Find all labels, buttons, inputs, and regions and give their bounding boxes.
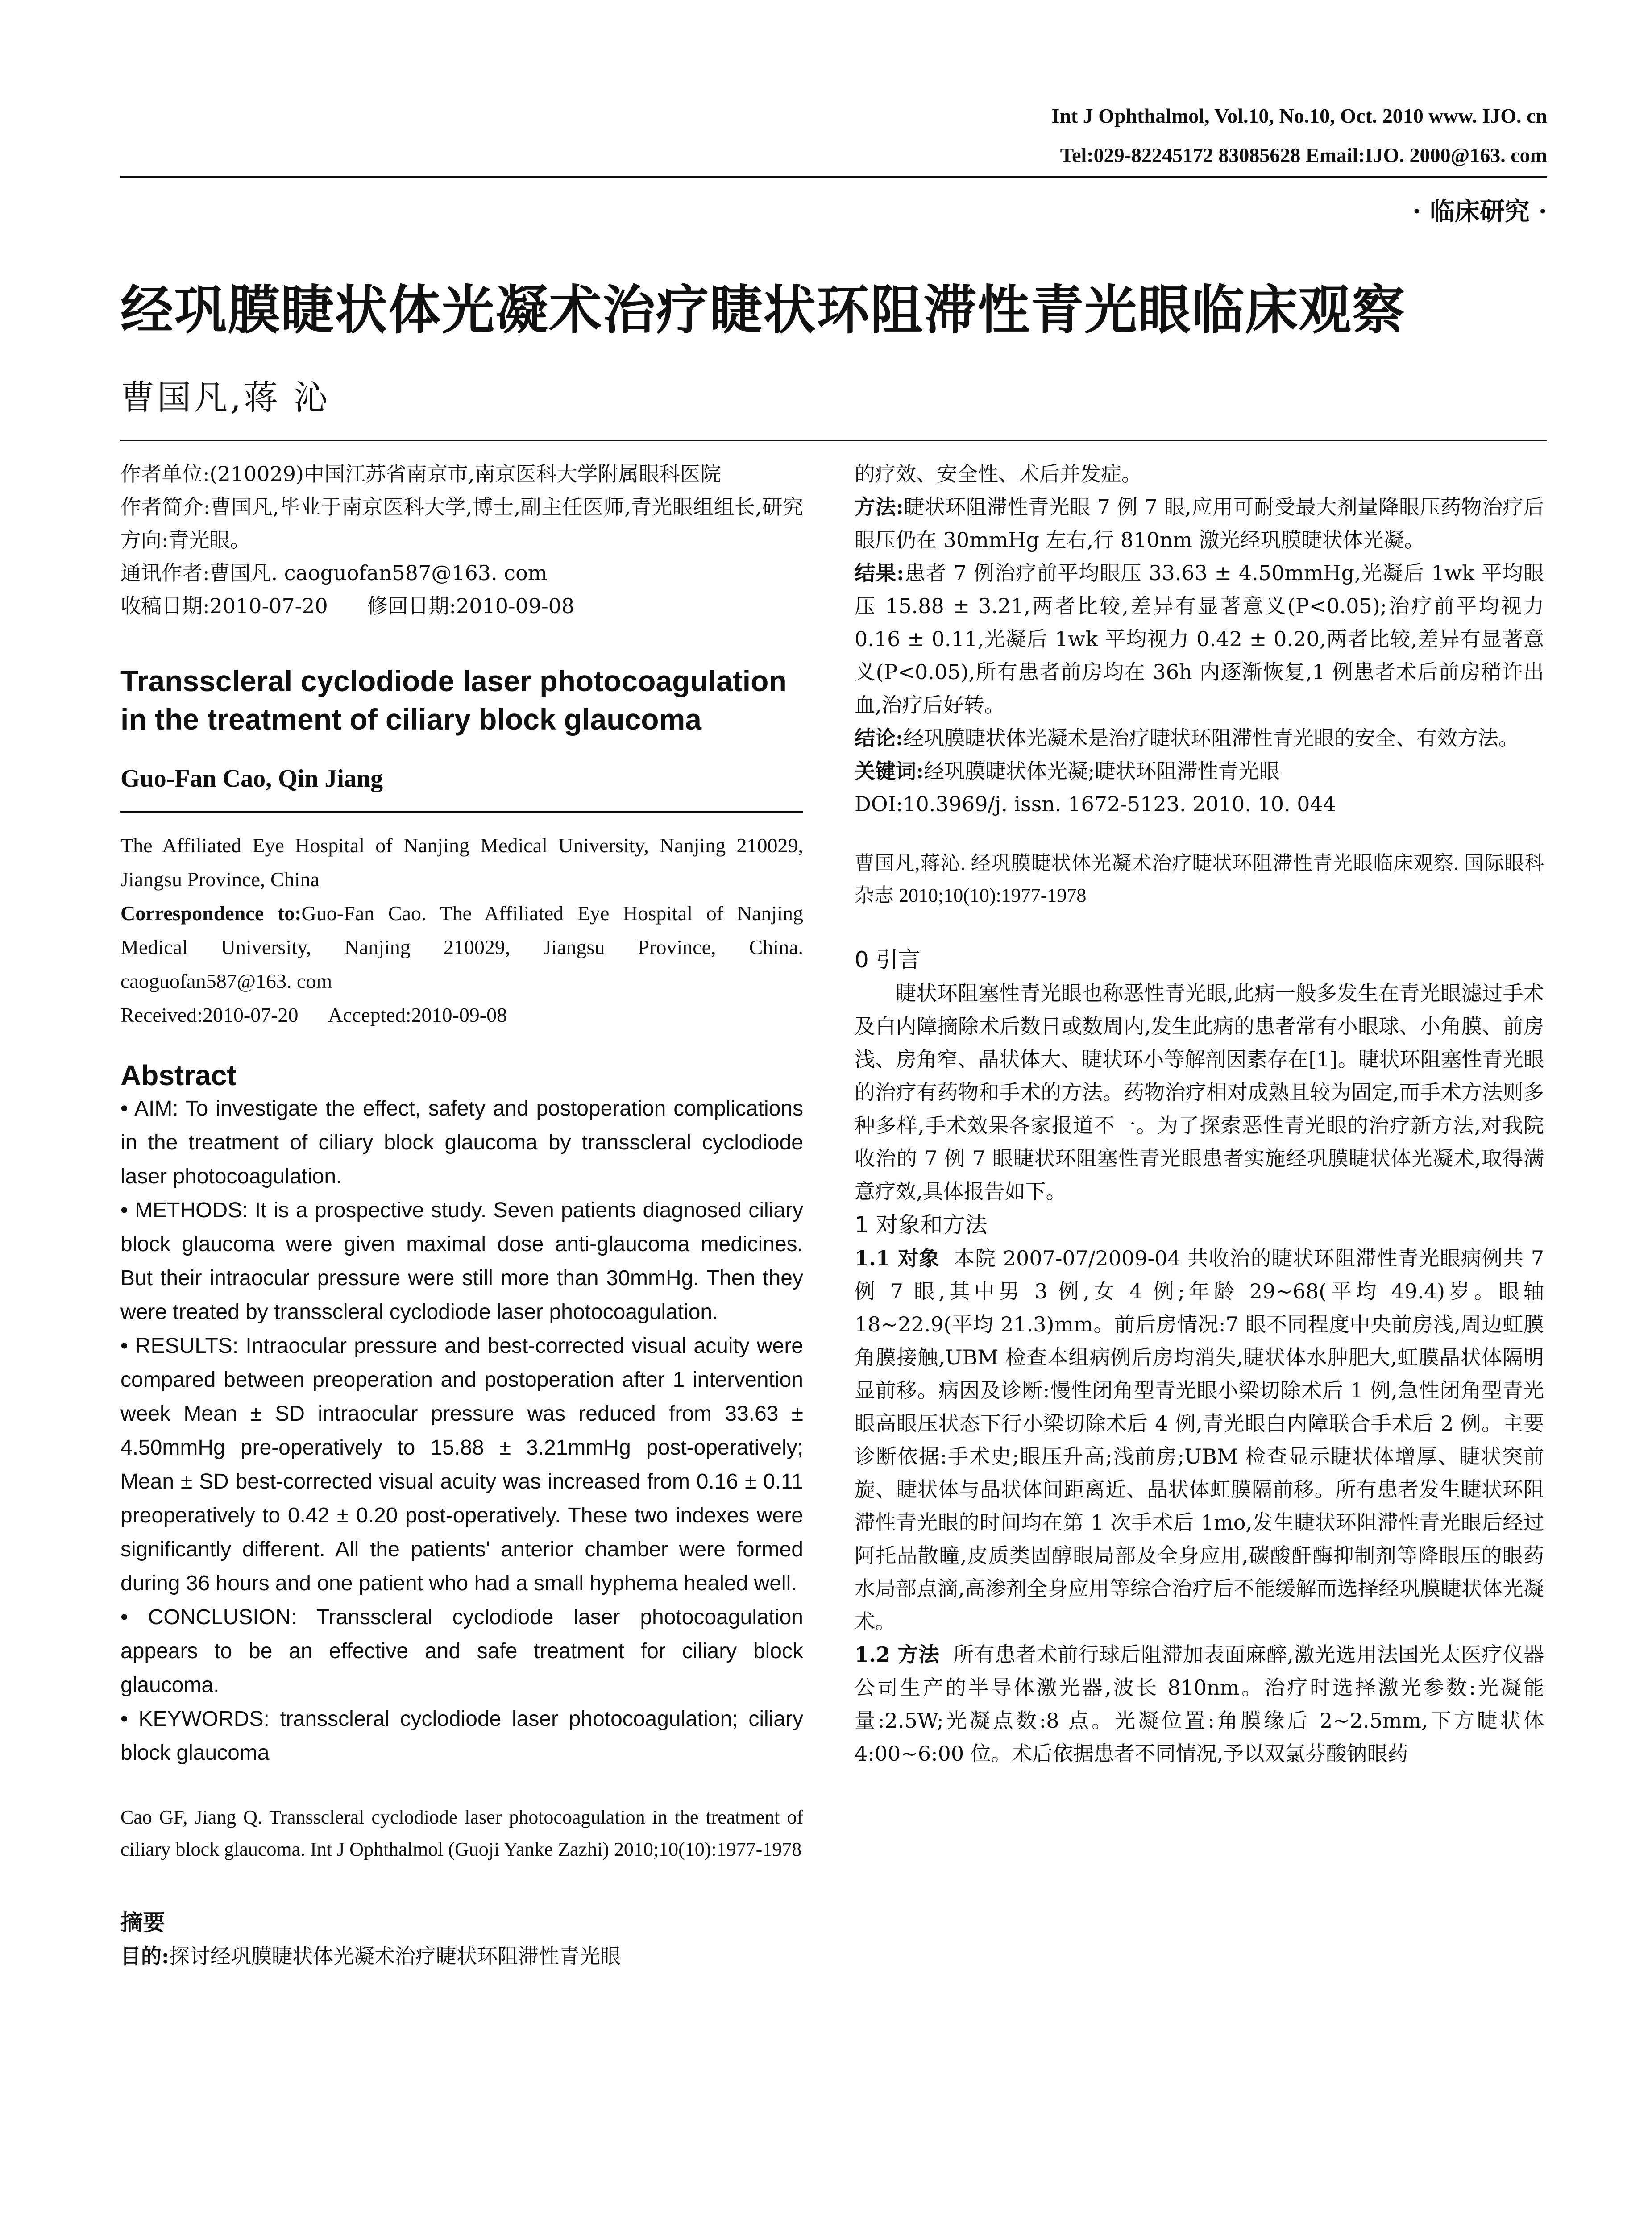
aim-text: 探讨经巩膜睫状体光凝术治疗睫状环阻滞性青光眼 — [169, 1944, 621, 1968]
zhaiyao-results — [855, 556, 1544, 722]
section1-2-label: 1.2 方法 — [855, 1642, 940, 1667]
header-rule — [120, 176, 1547, 178]
conclusion-text: 经巩膜睫状体光凝术是治疗睫状环阻滞性青光眼的安全、有效方法。 — [903, 726, 1519, 750]
journal-contact-line: Tel:029-82245172 83085628 Email:IJO. 2000@163. com — [1060, 144, 1547, 166]
aim-label: 目的: — [120, 1944, 169, 1968]
section-tag: · 临床研究 · — [1412, 197, 1547, 226]
section1-2-text: 所有患者术前行球后阻滞加表面麻醉,激光选用法国光太医疗仪器公司生产的半导体激光器,波长 810nm。治疗时选择激光参数:光凝能量:2.5W;光凝点数:8 点。光凝位置:角膜缘后 2~2.5mm,下方睫状体 4:00~6:00 位。术后依据患者不同情况,予以双氯芬酸钠眼药 — [855, 1642, 1544, 1766]
affiliation-cn: 作者单位:(210029)中国江苏省南京市,南京医科大学附属眼科医院 — [120, 462, 721, 486]
affiliation-en: The Affiliated Eye Hospital of Nanjing Medical University, Nanjing 210029, Jiangsu Province, China — [120, 834, 803, 891]
abstract-aim: • AIM: To investigate the effect, safety and postoperation complications in the treatment of ciliary block glaucoma by transscleral cyclodiode laser photocoagulation. — [120, 1097, 803, 1188]
title-rule — [120, 440, 1547, 441]
methods-text: 睫状环阻滞性青光眼 7 例 7 眼,应用可耐受最大剂量降眼压药物治疗后眼压仍在 30mmHg 左右,行 810nm 激光经巩膜睫状体光凝。 — [855, 495, 1544, 552]
abstract-conclusion: • CONCLUSION: Transscleral cyclodiode laser photocoagulation appears to be an effective and safe treatment for ciliary block glaucoma. — [120, 1605, 803, 1697]
abstract-results: • RESULTS: Intraocular pressure and best-corrected visual acuity were compared between preoperation and postoperation after 1 intervention week Mean ± SD intraocular pressure was reduced from 33.63 ± 4.50mmHg pre-operatively to 15.88 ± 3.21mmHg post-operatively; Mean ± SD best-corrected visual acuity was increased from 0.16 ± 0.11 preoperatively to 0.42 ± 0.20 post-operatively. These two indexes were significantly different. All the patients' anterior chamber were formed during 36 hours and one patient who had a small hyphema healed well. — [120, 1334, 803, 1595]
citation-en: Cao GF, Jiang Q. Transscleral cyclodiode laser photocoagulation in the treatment of ciliary block glaucoma. Int J Ophthalmol (Guoji Yanke Zazhi) 2010;10(10):1977-1978 — [120, 1806, 803, 1860]
authors-en: Guo-Fan Cao, Qin Jiang — [120, 765, 383, 792]
left-column — [120, 457, 803, 1973]
methods-label: 方法: — [855, 495, 904, 519]
correspondence-text: Guo-Fan Cao. The Affiliated Eye Hospital of Nanjing Medical University, Nanjing 210029, Jiangsu Province, China. caoguofan587@163. com — [120, 902, 803, 992]
intro-text: 睫状环阻塞性青光眼也称恶性青光眼,此病一般多发生在青光眼滤过手术及白内障摘除术后数日或数周内,发生此病的患者常有小眼球、小角膜、前房浅、房角窄、晶状体大、睫状环小等解剖因素存在[1]。睫状环阻塞性青光眼的治疗有药物和手术的方法。药物治疗相对成熟且较为固定,而手术方法则多种多样,手术效果各家报道不一。为了探索恶性青光眼的治疗新方法,对我院收治的 7 例 7 眼睫状环阻塞性青光眼患者实施经巩膜睫状体光凝术,取得满意疗效,具体报告如下。 — [855, 981, 1544, 1203]
zhaiyao-methods — [855, 490, 1544, 556]
dates-cn: 收稿日期:2010-07-20 修回日期:2010-09-08 — [120, 594, 575, 618]
zhaiyao-conclusion — [855, 722, 1544, 755]
citation-cn: 曹国凡,蒋沁. 经巩膜睫状体光凝术治疗睫状环阻滞性青光眼临床观察. 国际眼科杂志 2010;10(10):1977-1978 — [855, 852, 1544, 906]
corresponding-author-cn: 通讯作者:曹国凡. caoguofan587@163. com — [120, 561, 548, 585]
correspondence-label: Correspondence to: — [120, 902, 302, 925]
correspondence-en — [120, 896, 803, 998]
dates-en: Received:2010-07-20 Accepted:2010-09-08 — [120, 1004, 507, 1026]
zhaiyao-keywords — [855, 755, 1544, 788]
authors-cn: 曹国凡,蒋 沁 — [120, 377, 331, 417]
section1-1-label: 1.1 对象 — [855, 1246, 940, 1270]
zhaiyao-aim-cont: 的疗效、安全性、术后并发症。 — [855, 462, 1142, 486]
article-title-cn: 经巩膜睫状体光凝术治疗睫状环阻滞性青光眼临床观察 — [120, 279, 1406, 341]
right-column — [855, 457, 1544, 1770]
keywords-label: 关键词: — [855, 759, 924, 783]
section1-1 — [855, 1242, 1544, 1638]
results-label: 结果: — [855, 561, 905, 585]
abstract-methods: • METHODS: It is a prospective study. Seven patients diagnosed ciliary block glaucoma were given maximal dose anti-glaucoma medicines. But their intraocular pressure were still more than 30mmHg. Then they were treated by transscleral cyclodiode laser photocoagulation. — [120, 1198, 803, 1324]
authors-rule — [120, 793, 803, 813]
intro-heading: 0 引言 — [855, 947, 921, 973]
journal-header-line: Int J Ophthalmol, Vol.10, No.10, Oct. 2010 www. IJO. cn — [1051, 104, 1547, 127]
article-title-en: Transscleral cyclodiode laser photocoagulation in the treatment of ciliary block glaucoma — [120, 664, 787, 736]
zhaiyao-aim — [120, 1940, 803, 1973]
zhaiyao-heading: 摘要 — [120, 1910, 165, 1936]
section1-heading: 1 对象和方法 — [855, 1212, 988, 1238]
doi: DOI:10.3969/j. issn. 1672-5123. 2010. 10. 044 — [855, 792, 1337, 816]
abstract-heading: Abstract — [120, 1059, 237, 1091]
section1-2 — [855, 1638, 1544, 1770]
keywords-text: 经巩膜睫状体光凝;睫状环阻滞性青光眼 — [923, 759, 1280, 783]
author-bio-cn: 作者简介:曹国凡,毕业于南京医科大学,博士,副主任医师,青光眼组组长,研究方向:青光眼。 — [120, 495, 803, 552]
abstract-keywords: • KEYWORDS: transscleral cyclodiode laser photocoagulation; ciliary block glaucoma — [120, 1707, 803, 1765]
conclusion-label: 结论: — [855, 726, 903, 750]
section1-1-text: 本院 2007-07/2009-04 共收治的睫状环阻滞性青光眼病例共 7 例 7 眼,其中男 3 例,女 4 例;年龄 29~68(平均 49.4)岁。眼轴 18~22.9(平均 21.3)mm。前后房情况:7 眼不同程度中央前房浅,周边虹膜角膜接触,UBM 检查本组病例后房均消失,睫状体水肿肥大,虹膜晶状体隔明显前移。病因及诊断:慢性闭角型青光眼小梁切除术后 1 例,急性闭角型青光眼高眼压状态下行小梁切除术后 4 例,青光眼白内障联合手术后 2 例。主要诊断依据:手术史;眼压升高;浅前房;UBM 检查显示睫状体增厚、睫状突前旋、睫状体与晶状体间距离近、晶状体虹膜隔前移。所有患者发生睫状环阻滞性青光眼的时间均在第 1 次手术后 1mo,发生睫状环阻滞性青光眼后经过阿托品散瞳,皮质类固醇眼局部及全身应用,碳酸酐酶抑制剂等降眼压的眼药水局部点滴,高渗剂全身应用等综合治疗后不能缓解而选择经巩膜睫状体光凝术。 — [855, 1246, 1544, 1634]
results-text: 患者 7 例治疗前平均眼压 33.63 ± 4.50mmHg,光凝后 1wk 平均眼压 15.88 ± 3.21,两者比较,差异有显著意义(P<0.05);治疗前平均视力 0.16 ± 0.11,光凝后 1wk 平均视力 0.42 ± 0.20,两者比较,差异有显著意义(P<0.05),所有患者前房均在 36h 内逐渐恢复,1 例患者术后前房稍许出血,治疗后好转。 — [855, 561, 1544, 717]
